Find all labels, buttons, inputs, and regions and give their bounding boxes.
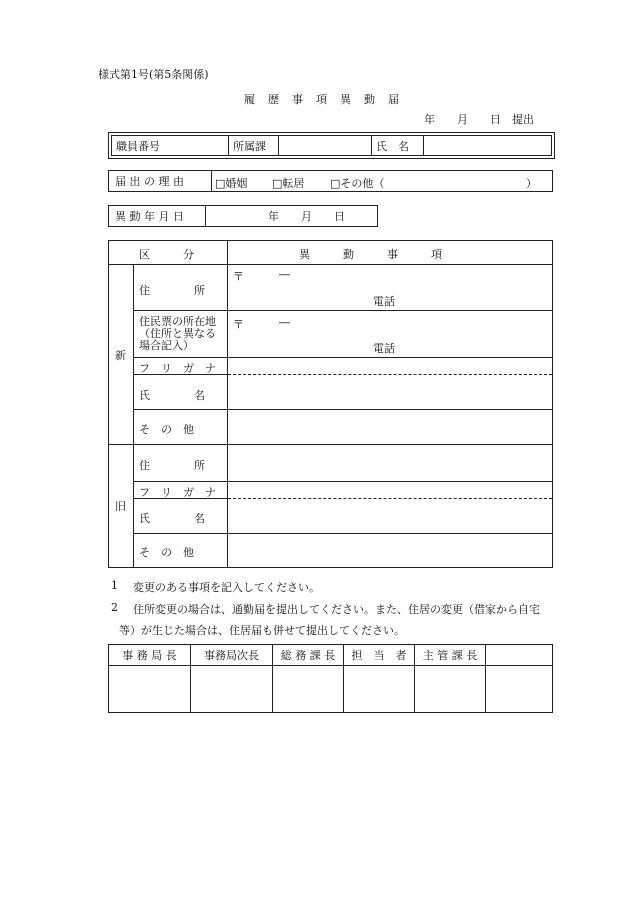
approval-header-general-affairs: 総 務 課 長 [273,645,344,666]
note-2-text: 住所変更の場合は、通勤届を提出してください。また、住居の変更（借家から自宅 [133,603,540,616]
approval-header-director: 事 務 局 長 [109,645,191,666]
reason-options [212,171,553,192]
department-field[interactable] [279,136,372,156]
new-section-label: 新 [115,349,126,362]
approval-header-person-in-charge: 担 当 者 [344,645,415,666]
new-address-postal-mark: 〒 [233,270,244,283]
new-address-phone-label: 電話 [373,295,395,308]
old-section-label: 旧 [115,500,126,513]
approval-stamp-person-in-charge[interactable] [344,666,415,713]
reason-label: 届 出 の 理 由 [109,171,212,192]
approval-stamp-blank[interactable] [486,666,553,713]
submit-date: 年 月 日 提出 [424,113,534,126]
approval-table [108,644,553,713]
approval-stamp-general-affairs[interactable] [273,666,344,713]
col-category-header: 区 分 [139,248,194,261]
approval-header-deputy-director: 事務局次長 [191,645,273,666]
new-residence-postal-mark: 〒 [233,318,244,331]
reason-other-close: ） [526,177,537,190]
old-furigana-label: フ リ ガ ナ [139,486,216,499]
department-label: 所属課 [229,136,279,156]
change-date-label: 異 動 年 月 日 [109,206,206,227]
name-label: 氏 名 [372,136,424,156]
staff-number-label: 職員番号 [112,136,229,156]
approval-stamp-manager[interactable] [415,666,486,713]
form-number: 様式第1号(第5条関係) [98,68,209,81]
new-residence-postal-dash: ― [279,316,290,329]
approval-stamp-director[interactable] [109,666,191,713]
note-1-number: 1 [111,579,118,592]
name-field[interactable] [424,136,552,156]
approval-stamp-deputy-director[interactable] [191,666,273,713]
old-name-label: 氏 名 [139,512,205,525]
change-items-table [108,240,553,568]
reason-box [108,170,553,192]
new-furigana-label: フ リ ガ ナ [139,362,216,375]
col-items-header: 異 動 事 項 [299,248,442,261]
reason-other-checkbox[interactable]: □その他（ [330,177,385,190]
new-residence-label: 住民票の所在地 （住所と異なる 場合記入） [139,315,216,352]
new-address-postal-dash: ― [279,268,290,281]
new-residence-phone-label: 電話 [373,342,395,355]
new-other-label: そ の 他 [139,423,194,436]
change-date-box [108,205,378,227]
old-address-label: 住 所 [139,459,205,472]
note-2-continuation: 等）が生じた場合は、住居届も併せて提出してください。 [119,624,405,637]
form-title: 履 歴 事 項 異 動 届 [244,93,400,106]
reason-marriage-checkbox[interactable]: □婚姻 [215,177,248,190]
note-1-text: 変更のある事項を記入してください。 [133,581,320,594]
note-2-number: 2 [111,601,118,614]
approval-header-blank [486,645,553,666]
old-other-label: そ の 他 [139,546,194,559]
new-name-label: 氏 名 [139,389,205,402]
reason-move-checkbox[interactable]: □転居 [272,177,305,190]
new-address-label: 住 所 [139,284,205,297]
approval-header-manager: 主 管 課 長 [415,645,486,666]
staff-info-box [108,132,555,159]
change-date-value[interactable]: 年 月 日 [206,206,378,227]
